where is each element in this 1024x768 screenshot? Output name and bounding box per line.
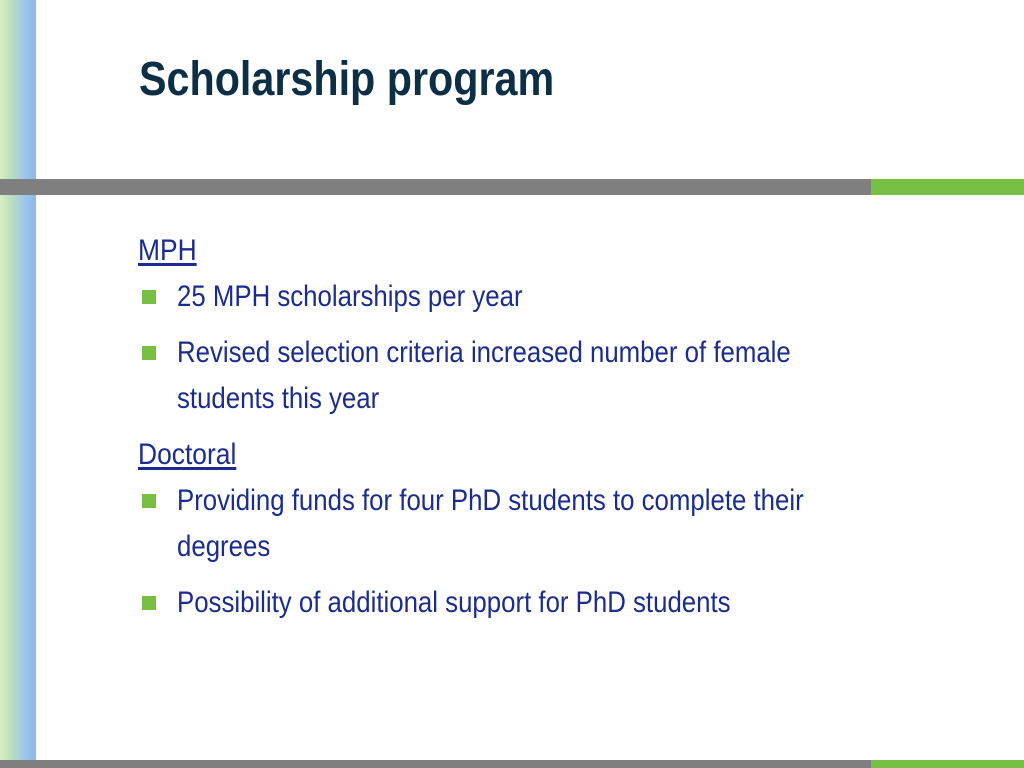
slide-title: Scholarship program [139,53,555,106]
square-bullet-icon [142,494,156,508]
section-heading-mph: MPH [138,234,197,267]
footer-rule-green [871,760,1024,768]
slide-body [138,228,938,636]
bullet-text: Providing funds for four PhD students to complete their degrees [177,484,804,563]
square-bullet-icon [142,290,156,304]
list-item [138,330,938,422]
bullet-list-doctoral [138,478,938,626]
list-item [138,478,938,570]
bullet-text: Revised selection criteria increased number of female students this year [177,336,791,415]
bullet-list-mph [138,274,938,422]
section-heading-doctoral: Doctoral [138,438,237,471]
bullet-text: 25 MPH scholarships per year [177,280,523,313]
square-bullet-icon [142,596,156,610]
square-bullet-icon [142,346,156,360]
title-divider-green [871,179,1024,195]
list-item [138,580,938,626]
footer-rule-gray [0,760,871,768]
section-doctoral [138,432,938,626]
section-mph [138,228,938,422]
title-divider-gray [0,179,871,195]
list-item [138,274,938,320]
bullet-text: Possibility of additional support for PhD students [177,586,731,619]
left-gradient-strip [0,0,36,768]
